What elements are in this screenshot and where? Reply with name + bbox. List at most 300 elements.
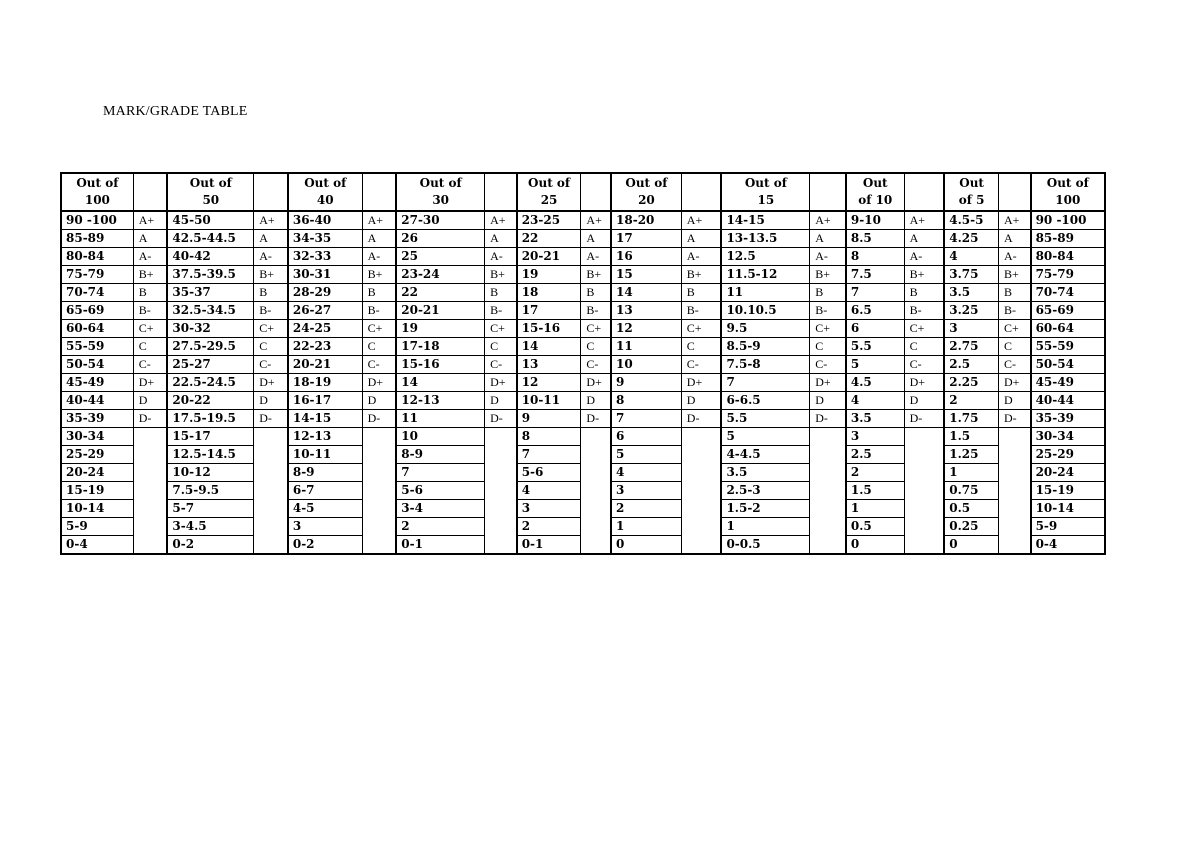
- grade-cell: A-: [362, 248, 396, 266]
- mark-range-cell: 8-9: [288, 464, 362, 482]
- grade-cell: C+: [998, 320, 1030, 338]
- mark-range-cell: 26: [396, 230, 484, 248]
- column-header-line2: 20: [638, 193, 655, 207]
- mark-range-cell: 19: [517, 266, 581, 284]
- mark-range-cell: 4: [611, 464, 681, 482]
- grade-cell: [904, 536, 944, 555]
- mark-range-cell: 14: [517, 338, 581, 356]
- grade-cell: [133, 536, 167, 555]
- grade-cell: B-: [998, 302, 1030, 320]
- mark-range-cell: 35-39: [61, 410, 133, 428]
- mark-range-cell: 2: [611, 500, 681, 518]
- grade-cell: C+: [485, 320, 517, 338]
- mark-range-cell: 11: [611, 338, 681, 356]
- grade-cell: B-: [362, 302, 396, 320]
- grade-cell: D+: [904, 374, 944, 392]
- grade-cell: D+: [810, 374, 846, 392]
- grade-cell: [485, 500, 517, 518]
- grade-cell: [133, 500, 167, 518]
- grade-cell: D: [485, 392, 517, 410]
- grade-cell: [133, 518, 167, 536]
- grade-cell: [681, 500, 721, 518]
- column-header-line2: of 5: [958, 193, 985, 207]
- mark-range-cell: 0-4: [61, 536, 133, 555]
- grade-cell: B+: [485, 266, 517, 284]
- table-row: [61, 500, 1105, 518]
- grade-cell: D-: [485, 410, 517, 428]
- grade-cell: B+: [362, 266, 396, 284]
- mark-range-cell: 15-17: [167, 428, 253, 446]
- grade-cell: B: [254, 284, 288, 302]
- mark-range-cell: 4.5-5: [944, 211, 998, 230]
- table-row: [61, 464, 1105, 482]
- mark-range-cell: 18-20: [611, 211, 681, 230]
- mark-range-cell: 30-34: [61, 428, 133, 446]
- mark-range-cell: 10-11: [517, 392, 581, 410]
- grade-cell: A: [681, 230, 721, 248]
- grade-cell: B+: [581, 266, 611, 284]
- table-row: [61, 320, 1105, 338]
- mark-range-cell: 28-29: [288, 284, 362, 302]
- grade-cell: C-: [485, 356, 517, 374]
- mark-range-cell: 5-9: [61, 518, 133, 536]
- grade-cell: A-: [998, 248, 1030, 266]
- mark-range-cell: 35-37: [167, 284, 253, 302]
- grade-cell: A+: [581, 211, 611, 230]
- mark-range-cell: 7: [721, 374, 809, 392]
- grade-cell: [133, 446, 167, 464]
- grade-cell: D-: [133, 410, 167, 428]
- table-row: [61, 446, 1105, 464]
- mark-range-cell: 20-21: [288, 356, 362, 374]
- mark-range-cell: 0-1: [396, 536, 484, 555]
- mark-range-cell: 75-79: [1031, 266, 1105, 284]
- grade-cell: B: [810, 284, 846, 302]
- grade-cell: B-: [904, 302, 944, 320]
- mark-range-cell: 7: [846, 284, 904, 302]
- grade-cell: C-: [681, 356, 721, 374]
- mark-range-cell: 6-7: [288, 482, 362, 500]
- mark-range-cell: 5-6: [396, 482, 484, 500]
- grade-header: [681, 173, 721, 211]
- grade-cell: A-: [485, 248, 517, 266]
- grade-cell: [904, 482, 944, 500]
- mark-range-cell: 10-14: [1031, 500, 1105, 518]
- mark-range-cell: 10: [396, 428, 484, 446]
- grade-cell: B-: [810, 302, 846, 320]
- table-row: [61, 518, 1105, 536]
- grade-cell: [581, 482, 611, 500]
- mark-range-cell: 42.5-44.5: [167, 230, 253, 248]
- grade-cell: A-: [810, 248, 846, 266]
- grade-cell: D: [681, 392, 721, 410]
- mark-range-cell: 7: [396, 464, 484, 482]
- mark-range-cell: 0.75: [944, 482, 998, 500]
- mark-range-cell: 1.5: [846, 482, 904, 500]
- mark-range-cell: 2.5-3: [721, 482, 809, 500]
- mark-range-cell: 4.25: [944, 230, 998, 248]
- table-row: [61, 284, 1105, 302]
- mark-range-cell: 2: [944, 392, 998, 410]
- mark-range-cell: 22: [517, 230, 581, 248]
- grade-cell: [904, 518, 944, 536]
- mark-range-cell: 45-50: [167, 211, 253, 230]
- mark-range-cell: 13-13.5: [721, 230, 809, 248]
- grade-cell: [998, 482, 1030, 500]
- mark-range-cell: 3.25: [944, 302, 998, 320]
- mark-range-cell: 7: [611, 410, 681, 428]
- grade-header: [362, 173, 396, 211]
- grade-cell: [998, 518, 1030, 536]
- mark-range-cell: 36-40: [288, 211, 362, 230]
- mark-range-cell: 0-2: [288, 536, 362, 555]
- mark-range-cell: 0: [846, 536, 904, 555]
- table-row: [61, 482, 1105, 500]
- mark-range-cell: 24-25: [288, 320, 362, 338]
- grade-cell: [810, 500, 846, 518]
- mark-range-cell: 0.5: [944, 500, 998, 518]
- mark-range-cell: 2: [396, 518, 484, 536]
- grade-cell: B+: [133, 266, 167, 284]
- mark-range-cell: 70-74: [1031, 284, 1105, 302]
- mark-range-cell: 4: [846, 392, 904, 410]
- mark-range-cell: 35-39: [1031, 410, 1105, 428]
- mark-range-cell: 4-5: [288, 500, 362, 518]
- mark-range-cell: 3: [517, 500, 581, 518]
- grade-cell: [998, 500, 1030, 518]
- mark-range-cell: 40-42: [167, 248, 253, 266]
- mark-range-cell: 14: [611, 284, 681, 302]
- mark-range-cell: 1.25: [944, 446, 998, 464]
- mark-range-cell: 16: [611, 248, 681, 266]
- mark-range-cell: 6: [846, 320, 904, 338]
- table-row: [61, 248, 1105, 266]
- grade-cell: [810, 518, 846, 536]
- grade-cell: B: [581, 284, 611, 302]
- column-header: [167, 173, 253, 211]
- table-row: [61, 338, 1105, 356]
- mark-range-cell: 90 -100: [61, 211, 133, 230]
- grade-cell: C-: [904, 356, 944, 374]
- mark-range-cell: 2: [846, 464, 904, 482]
- grade-cell: C: [133, 338, 167, 356]
- mark-range-cell: 0-1: [517, 536, 581, 555]
- grade-cell: A-: [681, 248, 721, 266]
- grade-cell: D-: [681, 410, 721, 428]
- grade-cell: [810, 482, 846, 500]
- grade-cell: C+: [681, 320, 721, 338]
- mark-range-cell: 14-15: [721, 211, 809, 230]
- grade-cell: D-: [998, 410, 1030, 428]
- mark-range-cell: 3-4: [396, 500, 484, 518]
- mark-range-cell: 65-69: [61, 302, 133, 320]
- mark-range-cell: 23-25: [517, 211, 581, 230]
- grade-cell: [998, 446, 1030, 464]
- mark-range-cell: 85-89: [1031, 230, 1105, 248]
- grade-cell: A: [810, 230, 846, 248]
- mark-range-cell: 5: [846, 356, 904, 374]
- grade-cell: [904, 464, 944, 482]
- mark-range-cell: 2: [517, 518, 581, 536]
- grade-cell: A-: [904, 248, 944, 266]
- mark-range-cell: 5-9: [1031, 518, 1105, 536]
- mark-range-cell: 11.5-12: [721, 266, 809, 284]
- mark-range-cell: 15-19: [61, 482, 133, 500]
- grade-cell: [254, 500, 288, 518]
- grade-cell: C: [581, 338, 611, 356]
- mark-range-cell: 7.5-9.5: [167, 482, 253, 500]
- grade-cell: [485, 518, 517, 536]
- grade-cell: D: [998, 392, 1030, 410]
- grade-cell: B+: [810, 266, 846, 284]
- mark-range-cell: 25: [396, 248, 484, 266]
- column-header: [611, 173, 681, 211]
- mark-range-cell: 0: [944, 536, 998, 555]
- column-header-line2: 25: [540, 193, 558, 207]
- mark-range-cell: 12.5-14.5: [167, 446, 253, 464]
- mark-range-cell: 13: [611, 302, 681, 320]
- grade-cell: D-: [362, 410, 396, 428]
- mark-range-cell: 0-4: [1031, 536, 1105, 555]
- column-header: [61, 173, 133, 211]
- grade-cell: C-: [133, 356, 167, 374]
- grade-cell: C-: [810, 356, 846, 374]
- grade-cell: A+: [362, 211, 396, 230]
- mark-range-cell: 22-23: [288, 338, 362, 356]
- mark-range-cell: 1: [944, 464, 998, 482]
- grade-cell: [254, 482, 288, 500]
- table-row: [61, 302, 1105, 320]
- mark-range-cell: 4.5: [846, 374, 904, 392]
- column-header: [944, 173, 998, 211]
- mark-range-cell: 20-24: [1031, 464, 1105, 482]
- grade-cell: [810, 464, 846, 482]
- mark-range-cell: 13: [517, 356, 581, 374]
- mark-range-cell: 10-12: [167, 464, 253, 482]
- mark-range-cell: 90 -100: [1031, 211, 1105, 230]
- mark-range-cell: 1: [611, 518, 681, 536]
- grade-header: [998, 173, 1030, 211]
- column-header-line2: 40: [316, 193, 334, 207]
- mark-range-cell: 5.5: [721, 410, 809, 428]
- grade-header: [581, 173, 611, 211]
- column-header: [846, 173, 904, 211]
- mark-range-cell: 65-69: [1031, 302, 1105, 320]
- mark-range-cell: 5.5: [846, 338, 904, 356]
- grade-cell: C: [998, 338, 1030, 356]
- mark-range-cell: 27.5-29.5: [167, 338, 253, 356]
- mark-range-cell: 4: [517, 482, 581, 500]
- mark-range-cell: 11: [396, 410, 484, 428]
- grade-cell: A: [133, 230, 167, 248]
- mark-range-cell: 32-33: [288, 248, 362, 266]
- grade-cell: D: [810, 392, 846, 410]
- mark-range-cell: 20-22: [167, 392, 253, 410]
- grade-cell: B+: [254, 266, 288, 284]
- grade-cell: [362, 446, 396, 464]
- mark-range-cell: 5: [611, 446, 681, 464]
- grade-cell: A-: [133, 248, 167, 266]
- mark-range-cell: 1.75: [944, 410, 998, 428]
- mark-range-cell: 2.5: [944, 356, 998, 374]
- mark-range-cell: 10-14: [61, 500, 133, 518]
- mark-range-cell: 37.5-39.5: [167, 266, 253, 284]
- grade-cell: [362, 464, 396, 482]
- mark-range-cell: 10: [611, 356, 681, 374]
- grade-cell: B-: [681, 302, 721, 320]
- mark-range-cell: 7: [517, 446, 581, 464]
- mark-range-cell: 40-44: [1031, 392, 1105, 410]
- grade-cell: C+: [362, 320, 396, 338]
- column-header-line1: Out: [959, 176, 984, 190]
- grade-cell: B: [681, 284, 721, 302]
- grade-cell: C+: [810, 320, 846, 338]
- grade-cell: [681, 518, 721, 536]
- mark-range-cell: 20-24: [61, 464, 133, 482]
- grade-cell: [581, 536, 611, 555]
- mark-range-cell: 15-16: [396, 356, 484, 374]
- mark-range-cell: 60-64: [61, 320, 133, 338]
- table-row: [61, 410, 1105, 428]
- column-header-line1: Out of: [304, 176, 347, 190]
- grade-cell: A: [254, 230, 288, 248]
- grade-cell: A: [998, 230, 1030, 248]
- mark-range-cell: 7.5-8: [721, 356, 809, 374]
- grade-cell: [362, 518, 396, 536]
- mark-range-cell: 4-4.5: [721, 446, 809, 464]
- grade-cell: B+: [904, 266, 944, 284]
- grade-cell: C+: [581, 320, 611, 338]
- grade-cell: [681, 446, 721, 464]
- mark-range-cell: 45-49: [1031, 374, 1105, 392]
- mark-range-cell: 17.5-19.5: [167, 410, 253, 428]
- grade-cell: [681, 482, 721, 500]
- grade-cell: C: [681, 338, 721, 356]
- grade-cell: [681, 428, 721, 446]
- mark-range-cell: 6: [611, 428, 681, 446]
- mark-range-cell: 3.75: [944, 266, 998, 284]
- mark-range-cell: 8.5: [846, 230, 904, 248]
- mark-range-cell: 12: [517, 374, 581, 392]
- mark-range-cell: 1: [721, 518, 809, 536]
- grade-cell: B+: [998, 266, 1030, 284]
- grade-header: [810, 173, 846, 211]
- grade-cell: C+: [904, 320, 944, 338]
- grade-cell: [254, 518, 288, 536]
- grade-cell: [904, 428, 944, 446]
- grade-cell: [998, 464, 1030, 482]
- mark-range-cell: 11: [721, 284, 809, 302]
- column-header-line2: 100: [84, 193, 110, 207]
- table-row: [61, 266, 1105, 284]
- mark-range-cell: 1.5: [944, 428, 998, 446]
- grade-cell: [133, 464, 167, 482]
- mark-range-cell: 27-30: [396, 211, 484, 230]
- mark-range-cell: 25-29: [1031, 446, 1105, 464]
- table-row: [61, 230, 1105, 248]
- mark-range-cell: 3: [288, 518, 362, 536]
- grade-cell: A+: [485, 211, 517, 230]
- mark-range-cell: 3: [611, 482, 681, 500]
- grade-cell: [681, 536, 721, 555]
- grade-cell: D-: [810, 410, 846, 428]
- mark-range-cell: 14-15: [288, 410, 362, 428]
- grade-cell: [485, 428, 517, 446]
- grade-cell: D: [581, 392, 611, 410]
- mark-range-cell: 20-21: [517, 248, 581, 266]
- mark-grade-table: [60, 172, 1106, 555]
- mark-range-cell: 0: [611, 536, 681, 555]
- grade-cell: D+: [998, 374, 1030, 392]
- table-row: [61, 211, 1105, 230]
- grade-cell: [904, 446, 944, 464]
- mark-range-cell: 9-10: [846, 211, 904, 230]
- mark-range-cell: 15: [611, 266, 681, 284]
- mark-range-cell: 34-35: [288, 230, 362, 248]
- column-header-line1: Out of: [76, 176, 119, 190]
- mark-range-cell: 8: [846, 248, 904, 266]
- grade-cell: D: [133, 392, 167, 410]
- mark-range-cell: 0-2: [167, 536, 253, 555]
- mark-range-cell: 80-84: [1031, 248, 1105, 266]
- mark-range-cell: 30-34: [1031, 428, 1105, 446]
- column-header: [396, 173, 484, 211]
- grade-cell: [362, 428, 396, 446]
- mark-range-cell: 75-79: [61, 266, 133, 284]
- mark-range-cell: 17-18: [396, 338, 484, 356]
- grade-cell: D+: [581, 374, 611, 392]
- grade-cell: [681, 464, 721, 482]
- column-header-line1: Out of: [625, 176, 668, 190]
- mark-range-cell: 2.75: [944, 338, 998, 356]
- grade-cell: [362, 536, 396, 555]
- grade-cell: [133, 482, 167, 500]
- mark-range-cell: 14: [396, 374, 484, 392]
- grade-cell: C: [485, 338, 517, 356]
- column-header-line1: Out of: [189, 176, 232, 190]
- grade-cell: C: [904, 338, 944, 356]
- mark-range-cell: 5-7: [167, 500, 253, 518]
- grade-cell: C: [362, 338, 396, 356]
- grade-header: [133, 173, 167, 211]
- mark-range-cell: 15-19: [1031, 482, 1105, 500]
- grade-cell: A: [904, 230, 944, 248]
- grade-cell: D-: [254, 410, 288, 428]
- mark-range-cell: 2.5: [846, 446, 904, 464]
- mark-range-cell: 10.10.5: [721, 302, 809, 320]
- grade-cell: D: [362, 392, 396, 410]
- mark-range-cell: 3: [944, 320, 998, 338]
- grade-cell: [581, 446, 611, 464]
- mark-range-cell: 32.5-34.5: [167, 302, 253, 320]
- mark-range-cell: 40-44: [61, 392, 133, 410]
- mark-range-cell: 16-17: [288, 392, 362, 410]
- mark-range-cell: 22: [396, 284, 484, 302]
- grade-cell: A-: [254, 248, 288, 266]
- mark-range-cell: 9: [611, 374, 681, 392]
- table-row: [61, 428, 1105, 446]
- mark-range-cell: 80-84: [61, 248, 133, 266]
- mark-range-cell: 0-0.5: [721, 536, 809, 555]
- mark-range-cell: 3.5: [944, 284, 998, 302]
- mark-range-cell: 25-29: [61, 446, 133, 464]
- mark-range-cell: 9: [517, 410, 581, 428]
- mark-range-cell: 3-4.5: [167, 518, 253, 536]
- mark-range-cell: 5: [721, 428, 809, 446]
- grade-cell: [254, 428, 288, 446]
- column-header: [721, 173, 809, 211]
- mark-range-cell: 9.5: [721, 320, 809, 338]
